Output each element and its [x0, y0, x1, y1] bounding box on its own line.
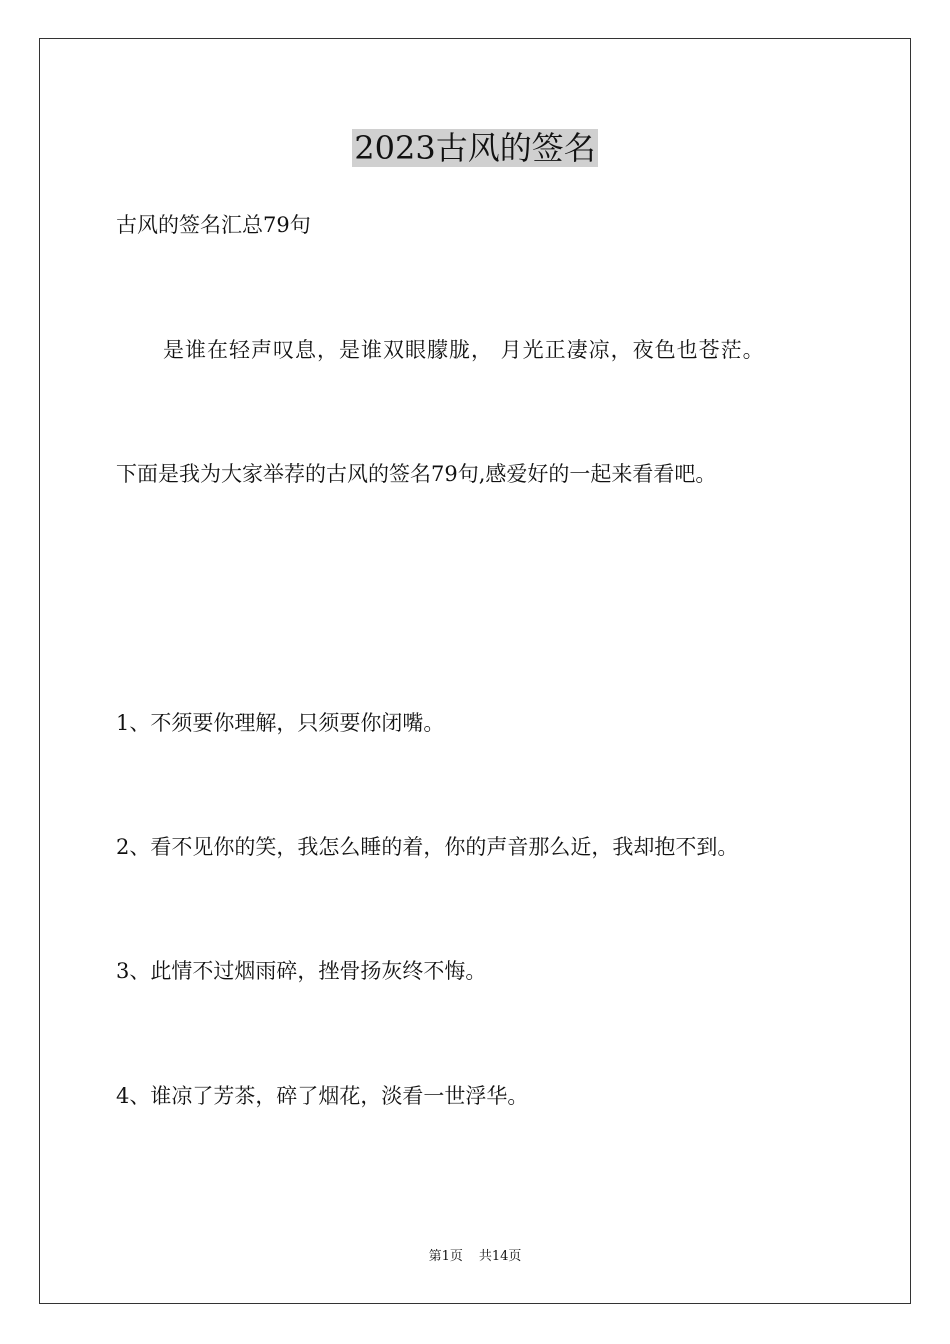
page-total: 共14页 [478, 1249, 522, 1264]
intro-paragraph: 是谁在轻声叹息，是谁双眼朦胧， 月光正凄凉，夜色也苍茫。 [163, 338, 765, 362]
list-item: 3、此情不过烟雨碎，挫骨扬灰终不悔。 [116, 959, 487, 983]
document-subtitle: 古风的签名汇总79句 [116, 213, 311, 237]
lead-paragraph: 下面是我为大家举荐的古风的签名79句,感爱好的一起来看看吧。 [116, 462, 717, 486]
list-item: 4、谁凉了芳茶，碎了烟花，淡看一世浮华。 [116, 1084, 529, 1108]
document-title-text: 2023古风的签名 [354, 129, 596, 167]
page-number: 第1页 [428, 1249, 463, 1264]
page-footer [0, 1248, 950, 1266]
document-title [0, 126, 950, 170]
list-item: 1、不须要你理解，只须要你闭嘴。 [116, 711, 445, 735]
list-item: 2、看不见你的笑，我怎么睡的着，你的声音那么近，我却抱不到。 [116, 835, 739, 859]
